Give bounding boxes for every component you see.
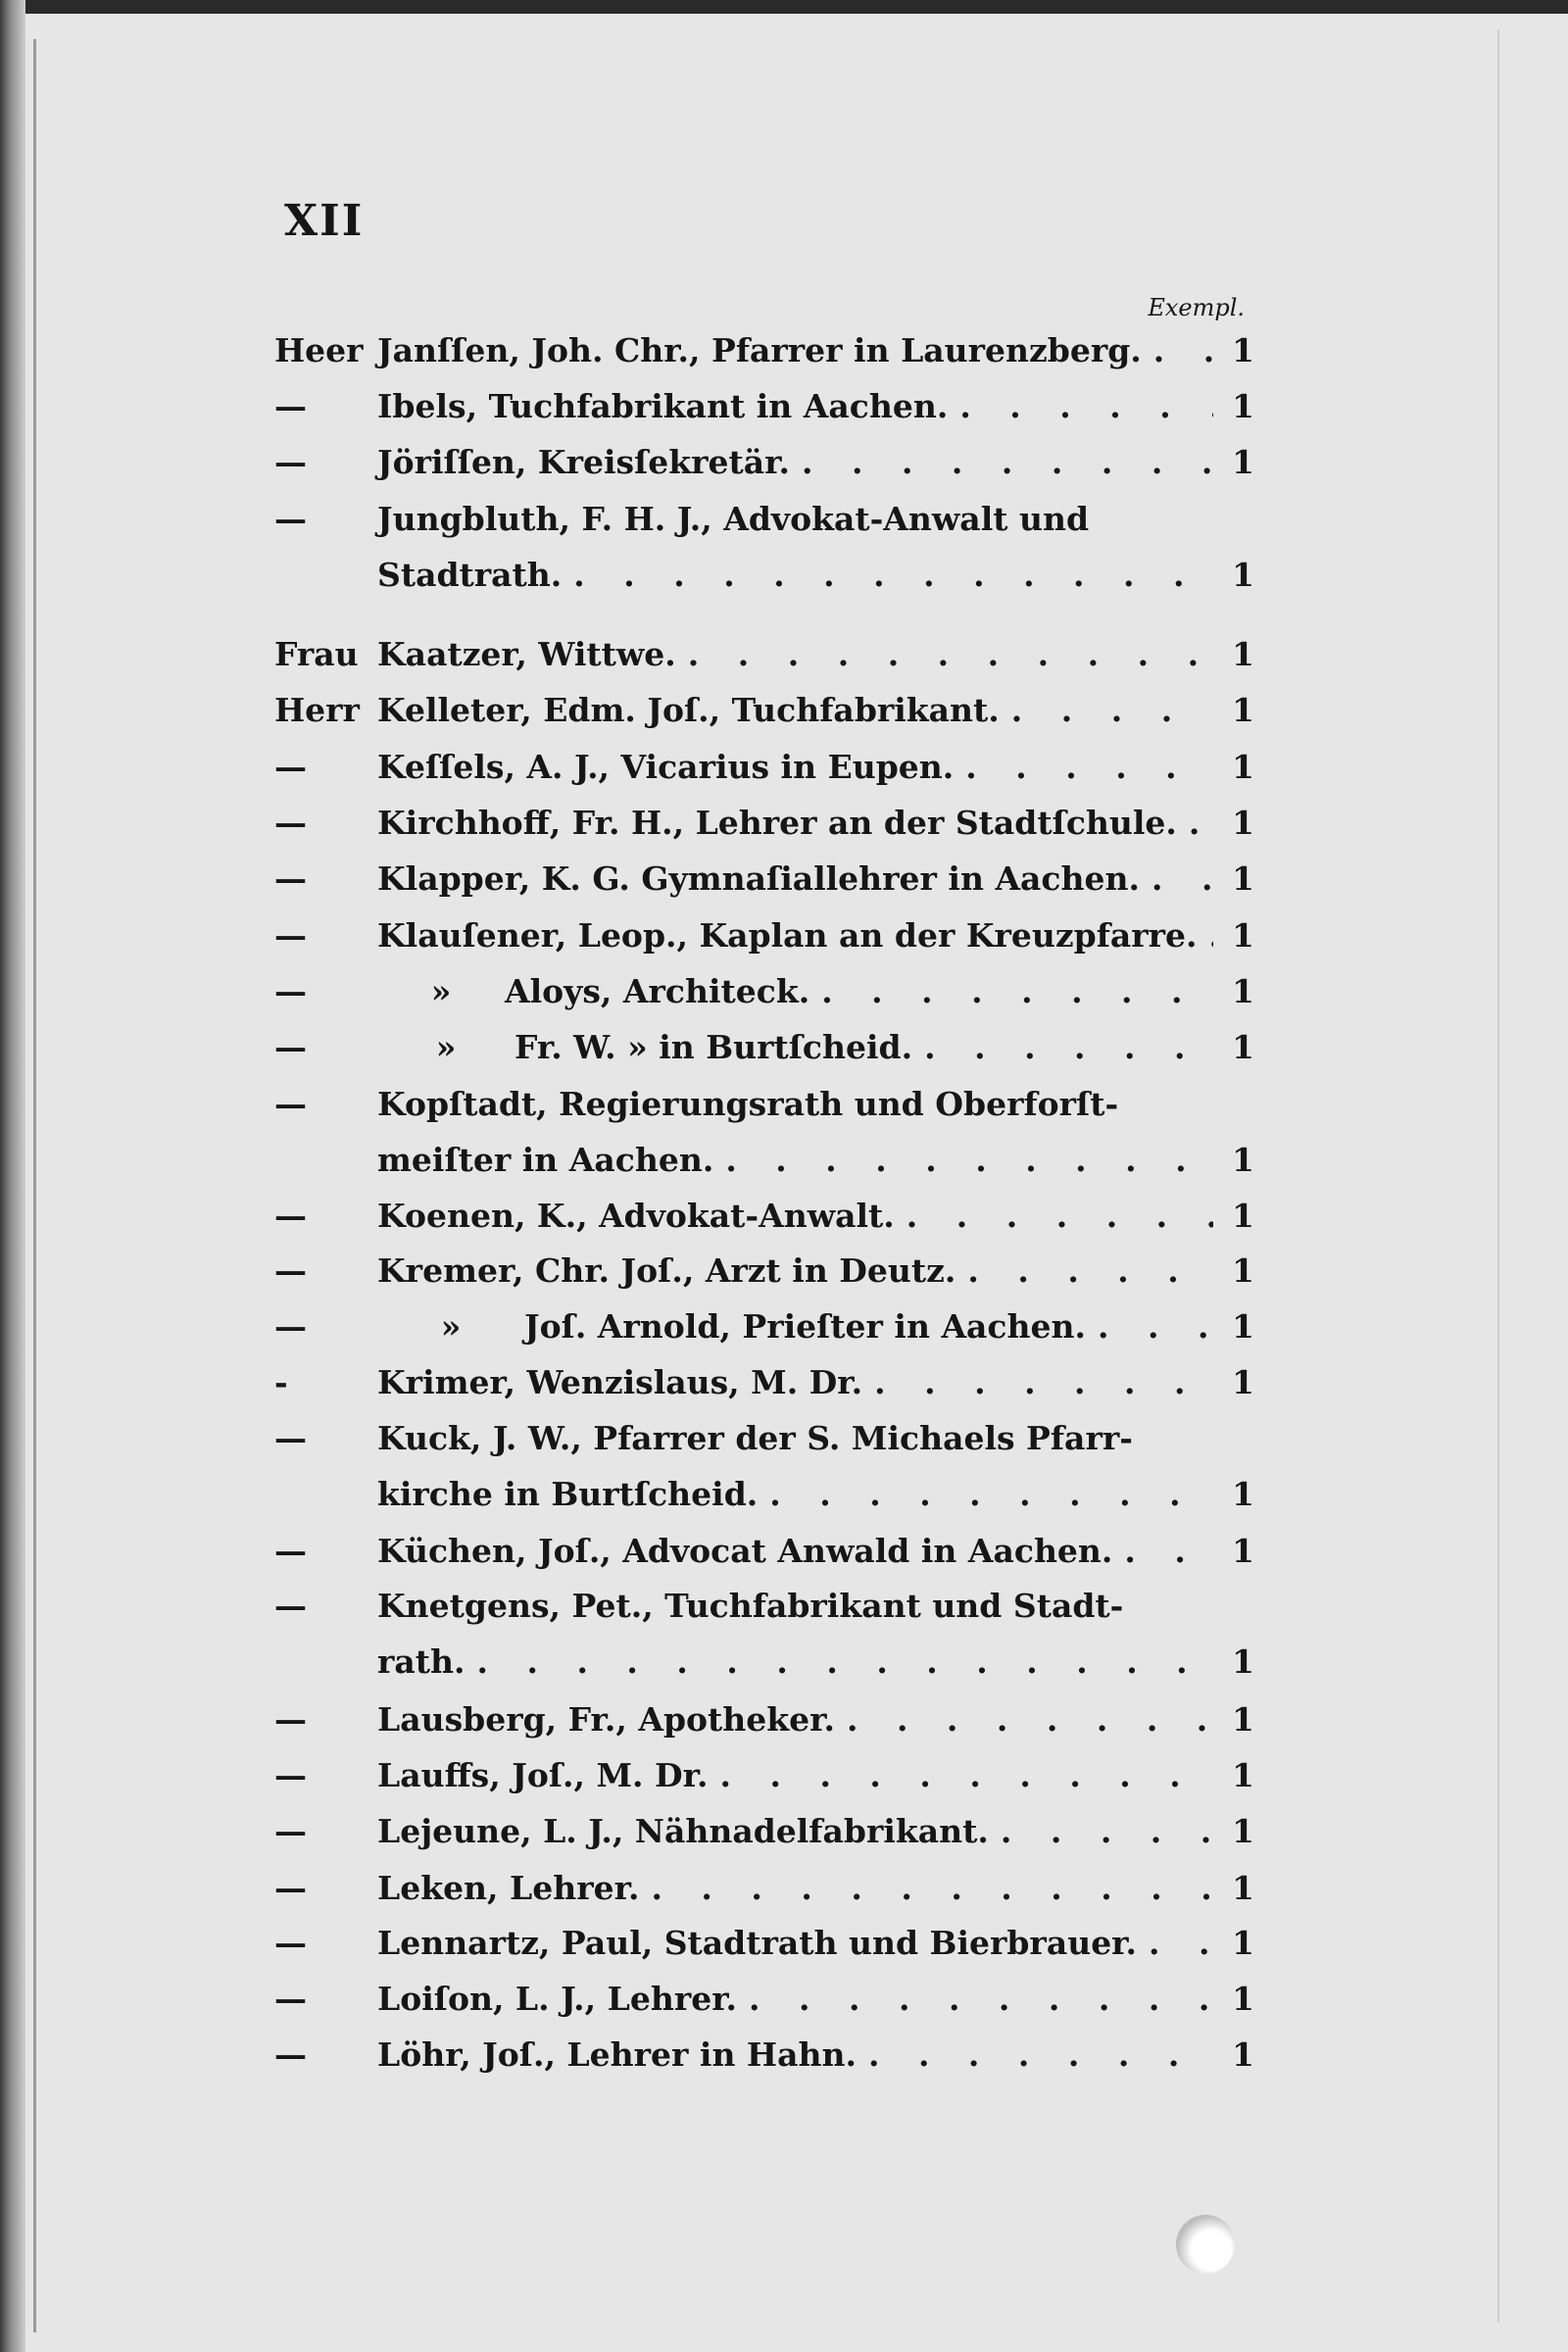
copies-count: 1 <box>1232 1532 1254 1570</box>
entry-text: Knetgens, Pet., Tuchfabrikant und Stadt- <box>377 1587 1124 1625</box>
entry-prefix: — <box>274 500 307 538</box>
copies-column-header: Exempl. <box>1148 294 1245 321</box>
entry-text: Loiſon, L. J., Lehrer. <box>377 1980 738 2018</box>
entry-text: Fr. W. » in Burtſcheid. <box>514 1028 913 1066</box>
entry-text: Janſſen, Joh. Chr., Pfarrer in Laurenzberg. <box>377 331 1142 369</box>
entry-prefix: — <box>274 1197 307 1235</box>
entry-prefix: Heer <box>274 331 364 369</box>
dot-leader <box>688 635 1213 673</box>
entry-prefix: — <box>274 387 307 425</box>
entry-text: Lejeune, L. J., Nähnadelfabrikant. <box>377 1812 989 1850</box>
list-item <box>274 691 1254 740</box>
dot-leader <box>719 1756 1213 1794</box>
dot-leader <box>573 556 1213 594</box>
entry-prefix: — <box>274 1251 307 1290</box>
entry-prefix: — <box>274 1756 307 1794</box>
thumb-smudge <box>1176 2215 1235 2274</box>
entry-prefix: — <box>274 1587 307 1625</box>
entry-prefix: — <box>274 859 307 898</box>
entry-text: Lauffs, Joſ., M. Dr. <box>377 1756 709 1794</box>
entry-text: Löhr, Joſ., Lehrer in Hahn. <box>377 2035 857 2074</box>
copies-count: 1 <box>1232 387 1254 425</box>
list-item <box>274 1756 1254 1805</box>
page-top-edge <box>0 0 1568 14</box>
list-item-continuation <box>274 1475 1254 1524</box>
list-item <box>274 1085 1254 1134</box>
page-number: XII <box>284 196 365 246</box>
copies-count: 1 <box>1232 1363 1254 1401</box>
entry-text: Kaatzer, Wittwe. <box>377 635 676 673</box>
entry-continuation: meiſter in Aachen. <box>377 1141 714 1179</box>
entry-prefix: — <box>274 1700 307 1739</box>
list-item <box>274 331 1254 380</box>
entry-prefix: — <box>274 804 307 842</box>
entry-prefix: — <box>274 1869 307 1907</box>
copies-count: 1 <box>1232 691 1254 729</box>
copies-count: 1 <box>1232 635 1254 673</box>
list-item <box>274 635 1254 684</box>
copies-count: 1 <box>1232 916 1254 955</box>
entry-continuation: Stadtrath. <box>377 556 563 594</box>
dot-leader <box>1011 691 1213 729</box>
dot-leader <box>1098 1307 1213 1346</box>
dot-leader <box>1149 1924 1213 1962</box>
dot-leader <box>906 1197 1213 1235</box>
dot-leader <box>821 972 1213 1010</box>
page-left-margin-line <box>33 39 36 2332</box>
list-item <box>274 500 1254 549</box>
list-item <box>274 1980 1254 2029</box>
entry-text: Kirchhoff, Fr. H., Lehrer an der Stadtſchule. <box>377 804 1177 842</box>
list-item <box>274 748 1254 797</box>
entry-text: Lennartz, Paul, Stadtrath und Bierbrauer. <box>377 1924 1138 1962</box>
entry-prefix: — <box>274 443 307 481</box>
entry-prefix: — <box>274 2035 307 2074</box>
entry-text: Aloys, Architeck. <box>505 972 810 1010</box>
entry-text: Jöriſſen, Kreisſekretär. <box>377 443 790 481</box>
entry-prefix: - <box>274 1363 288 1401</box>
list-item <box>274 1251 1254 1300</box>
copies-count: 1 <box>1232 972 1254 1010</box>
entry-text: Kelleter, Edm. Joſ., Tuchfabrikant. <box>377 691 1000 729</box>
dot-leader <box>477 1642 1214 1681</box>
entry-text: Kuck, J. W., Pfarrer der S. Michaels Pfarr- <box>377 1419 1133 1457</box>
entry-prefix: — <box>274 1419 307 1457</box>
dot-leader <box>847 1700 1213 1739</box>
copies-count: 1 <box>1232 1924 1254 1962</box>
entry-prefix: — <box>274 1532 307 1570</box>
dot-leader <box>651 1869 1213 1907</box>
dot-leader <box>924 1028 1213 1066</box>
list-item-continuation <box>274 1141 1254 1190</box>
entry-prefix: — <box>274 1980 307 2018</box>
copies-count: 1 <box>1232 1141 1254 1179</box>
dot-leader <box>1152 859 1213 898</box>
list-item <box>274 1869 1254 1918</box>
list-item <box>274 1812 1254 1861</box>
entry-text: Ibels, Tuchfabrikant in Aachen. <box>377 387 949 425</box>
copies-count: 1 <box>1232 1307 1254 1346</box>
copies-count: 1 <box>1232 1756 1254 1794</box>
entry-text: Lausberg, Fr., Apotheker. <box>377 1700 835 1739</box>
dot-leader <box>868 2035 1213 2074</box>
list-item <box>274 443 1254 492</box>
copies-count: 1 <box>1232 1642 1254 1681</box>
dot-leader <box>965 748 1213 786</box>
list-item <box>274 1197 1254 1246</box>
book-spine-edge <box>0 0 25 2352</box>
dot-leader <box>959 387 1213 425</box>
copies-count: 1 <box>1232 443 1254 481</box>
list-item <box>274 2035 1254 2084</box>
entry-prefix: Herr <box>274 691 360 729</box>
dot-leader <box>1124 1532 1213 1570</box>
entry-text: Keſſels, A. J., Vicarius in Eupen. <box>377 748 955 786</box>
dot-leader <box>749 1980 1213 2018</box>
list-item <box>274 972 1254 1021</box>
list-item-continuation <box>274 556 1254 605</box>
entry-text: Leken, Lehrer. <box>377 1869 640 1907</box>
ditto-mark: » <box>440 1307 462 1346</box>
entry-text: Krimer, Wenzislaus, M. Dr. <box>377 1363 863 1401</box>
entry-text: Koenen, K., Advokat-Anwalt. <box>377 1197 895 1235</box>
copies-count: 1 <box>1232 1197 1254 1235</box>
copies-count: 1 <box>1232 1028 1254 1066</box>
entry-continuation: kirche in Burtſcheid. <box>377 1475 759 1513</box>
dot-leader <box>769 1475 1213 1513</box>
page-right-margin-line <box>1497 29 1499 2323</box>
list-item <box>274 387 1254 436</box>
ditto-mark: » <box>435 1028 457 1066</box>
entry-prefix: — <box>274 972 307 1010</box>
entry-text: Jungbluth, F. H. J., Advokat-Anwalt und <box>377 500 1090 538</box>
list-item <box>274 1307 1254 1356</box>
list-item <box>274 1587 1254 1636</box>
copies-count: 1 <box>1232 804 1254 842</box>
entry-prefix: — <box>274 1924 307 1962</box>
copies-count: 1 <box>1232 859 1254 898</box>
copies-count: 1 <box>1232 1869 1254 1907</box>
copies-count: 1 <box>1232 556 1254 594</box>
copies-count: 1 <box>1232 748 1254 786</box>
list-item <box>274 804 1254 853</box>
entry-text: Kopſtadt, Regierungsrath und Oberforſt- <box>377 1085 1119 1123</box>
list-item <box>274 1363 1254 1412</box>
entry-text: Küchen, Joſ., Advocat Anwald in Aachen. <box>377 1532 1113 1570</box>
entry-text: Klapper, K. G. Gymnaſiallehrer in Aachen. <box>377 859 1140 898</box>
entry-prefix: Frau <box>274 635 359 673</box>
copies-count: 1 <box>1232 1475 1254 1513</box>
entry-prefix: — <box>274 1085 307 1123</box>
dot-leader <box>802 443 1213 481</box>
entry-continuation: rath. <box>377 1642 466 1681</box>
entry-text: Kremer, Chr. Joſ., Arzt in Deutz. <box>377 1251 956 1290</box>
dot-leader <box>967 1251 1213 1290</box>
copies-count: 1 <box>1232 331 1254 369</box>
copies-count: 1 <box>1232 1980 1254 2018</box>
list-item-continuation <box>274 1642 1254 1691</box>
list-item <box>274 916 1254 965</box>
entry-text: Klauſener, Leop., Kaplan an der Kreuzpfarre. <box>377 916 1198 955</box>
dot-leader <box>1189 804 1213 842</box>
list-item <box>274 859 1254 908</box>
dot-leader <box>1209 916 1213 955</box>
list-item <box>274 1532 1254 1581</box>
copies-count: 1 <box>1232 1812 1254 1850</box>
entry-prefix: — <box>274 916 307 955</box>
dot-leader <box>1001 1812 1213 1850</box>
entry-text: Joſ. Arnold, Prieſter in Aachen. <box>524 1307 1086 1346</box>
list-item <box>274 1700 1254 1749</box>
entry-prefix: — <box>274 1028 307 1066</box>
list-item <box>274 1028 1254 1077</box>
list-item <box>274 1419 1254 1468</box>
entry-prefix: — <box>274 1812 307 1850</box>
dot-leader <box>725 1141 1213 1179</box>
entry-prefix: — <box>274 1307 307 1346</box>
dot-leader <box>1153 331 1213 369</box>
list-item <box>274 1924 1254 1973</box>
dot-leader <box>874 1363 1213 1401</box>
entry-prefix: — <box>274 748 307 786</box>
ditto-mark: » <box>430 972 452 1010</box>
copies-count: 1 <box>1232 1700 1254 1739</box>
copies-count: 1 <box>1232 1251 1254 1290</box>
copies-count: 1 <box>1232 2035 1254 2074</box>
